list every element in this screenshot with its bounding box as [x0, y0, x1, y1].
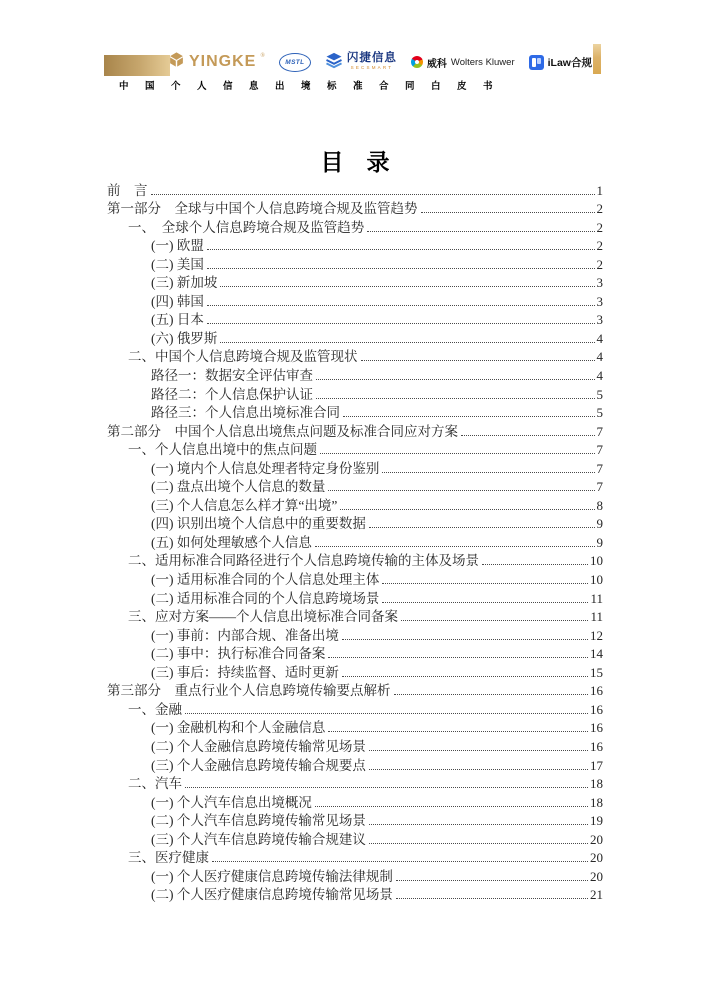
- toc-entry-label: (三) 新加坡: [151, 275, 218, 291]
- toc-entry-label: 前 言: [107, 182, 148, 198]
- toc-entry-label: (三) 个人金融信息跨境传输合规要点: [151, 757, 366, 773]
- dot-leader: [369, 769, 588, 770]
- toc-entry-page: 5: [596, 405, 603, 421]
- toc-entry-label: 二、适用标准合同路径进行个人信息跨境传输的主体及场景: [128, 553, 479, 569]
- dot-leader: [151, 194, 595, 195]
- gold-bar-right: [593, 44, 601, 74]
- toc-entry: [107, 440, 603, 459]
- toc-entry-page: 5: [596, 386, 603, 402]
- secsmart-subtext: SECSMART: [350, 65, 394, 71]
- toc-entry-page: 7: [596, 442, 603, 458]
- toc-entry-label: (五) 如何处理敏感个人信息: [151, 534, 312, 550]
- dot-leader: [328, 657, 588, 658]
- dot-leader: [185, 787, 588, 788]
- toc-entry-page: 18: [590, 794, 603, 810]
- toc-entry-label: (四) 韩国: [151, 293, 204, 309]
- toc-entry-page: 2: [596, 201, 603, 217]
- toc-entry: [107, 199, 603, 218]
- dot-leader: [328, 731, 588, 732]
- toc-entry-page: 2: [596, 219, 603, 235]
- toc-entry: [107, 236, 603, 255]
- toc-entry-label: 二、中国个人信息跨境合规及监管现状: [128, 349, 358, 365]
- dot-leader: [342, 676, 588, 677]
- toc-entry-page: 4: [596, 330, 603, 346]
- toc-entry-page: 16: [590, 683, 603, 699]
- toc-entry-label: 路径三：个人信息出境标准合同: [151, 405, 340, 421]
- toc-entry: [107, 866, 603, 885]
- dot-leader: [361, 360, 595, 361]
- dot-leader: [396, 880, 588, 881]
- toc-entry-label: 三、医疗健康: [128, 850, 209, 866]
- toc-entry-label: 一、 全球个人信息跨境合规及监管趋势: [128, 219, 365, 235]
- toc-entry-page: 16: [590, 738, 603, 754]
- toc-list: [107, 180, 603, 903]
- toc-entry-page: 2: [596, 256, 603, 272]
- toc-entry: [107, 421, 603, 440]
- toc-entry-page: 11: [590, 590, 603, 606]
- wolters-kluwer-logo: [411, 55, 515, 70]
- toc-entry-label: (二) 事中：执行标准合同备案: [151, 646, 326, 662]
- dot-leader: [315, 546, 595, 547]
- dot-leader: [220, 286, 594, 287]
- toc-entry-label: (四) 识别出境个人信息中的重要数据: [151, 516, 366, 532]
- toc-entry-label: (二) 个人金融信息跨境传输常见场景: [151, 738, 366, 754]
- dot-leader: [482, 564, 588, 565]
- toc-entry-page: 17: [590, 757, 603, 773]
- dot-leader: [367, 231, 594, 232]
- toc-entry-page: 20: [590, 868, 603, 884]
- toc-entry-label: (一) 个人医疗健康信息跨境传输法律规制: [151, 868, 393, 884]
- toc-entry: [107, 310, 603, 329]
- toc-entry-page: 10: [590, 572, 603, 588]
- toc-entry: [107, 477, 603, 496]
- toc-entry-label: 第三部分 重点行业个人信息跨境传输要点解析: [107, 683, 391, 699]
- dot-leader: [382, 602, 588, 603]
- toc-entry: [107, 681, 603, 700]
- wolters-kluwer-cn: 威科: [426, 58, 447, 70]
- dot-leader: [316, 398, 595, 399]
- toc-entry-label: 一、金融: [128, 701, 182, 717]
- toc-entry: [107, 217, 603, 236]
- toc-entry: [107, 254, 603, 273]
- dot-leader: [207, 268, 595, 269]
- dot-leader: [369, 843, 588, 844]
- ilaw-logo: [529, 55, 592, 70]
- toc-entry: [107, 403, 603, 422]
- toc-entry-label: (一) 事前：内部合规、准备出境: [151, 627, 339, 643]
- toc-entry: [107, 495, 603, 514]
- toc-entry-page: 7: [596, 460, 603, 476]
- toc-entry-page: 3: [596, 275, 603, 291]
- yingke-logo: [168, 51, 265, 73]
- dot-leader: [315, 806, 588, 807]
- toc-entry: [107, 662, 603, 681]
- toc-entry-page: 20: [590, 850, 603, 866]
- toc-entry: [107, 644, 603, 663]
- dot-leader: [421, 212, 595, 213]
- toc-entry-label: (六) 俄罗斯: [151, 330, 218, 346]
- toc-entry: [107, 699, 603, 718]
- toc-entry-label: (二) 盘点出境个人信息的数量: [151, 479, 326, 495]
- page-header: [0, 0, 710, 100]
- toc-entry-page: 7: [596, 479, 603, 495]
- dot-leader: [185, 713, 588, 714]
- gold-bar-left: [104, 55, 170, 76]
- toc-entry-page: 12: [590, 627, 603, 643]
- toc-entry: [107, 569, 603, 588]
- toc-entry: [107, 848, 603, 867]
- toc-title: 目 录: [320, 150, 390, 175]
- toc-entry-page: 21: [590, 887, 603, 903]
- toc-entry-page: 9: [596, 534, 603, 550]
- toc-entry-label: (一) 金融机构和个人金融信息: [151, 720, 326, 736]
- wolters-kluwer-globe-icon: [411, 56, 423, 68]
- toc-entry-label: (三) 事后：持续监督、适时更新: [151, 664, 339, 680]
- toc-entry-page: 2: [596, 238, 603, 254]
- mstl-logo: [279, 53, 311, 72]
- dot-leader: [328, 490, 594, 491]
- dot-leader: [320, 453, 595, 454]
- toc-entry-page: 14: [590, 646, 603, 662]
- toc-entry: [107, 607, 603, 626]
- toc-entry: [107, 625, 603, 644]
- toc-entry: [107, 774, 603, 793]
- whitepaper-title-strip: 中国个人信息出境标准合同白皮书: [119, 82, 510, 92]
- toc-entry: [107, 365, 603, 384]
- toc-entry-page: 16: [590, 701, 603, 717]
- toc-entry-label: (一) 境内个人信息处理者特定身份鉴别: [151, 460, 380, 476]
- toc-entry: [107, 588, 603, 607]
- toc-entry-label: (一) 适用标准合同的个人信息处理主体: [151, 572, 380, 588]
- layers-icon: [325, 51, 343, 74]
- toc-entry: [107, 328, 603, 347]
- dot-leader: [401, 620, 588, 621]
- dot-leader: [207, 305, 595, 306]
- toc-entry: [107, 532, 603, 551]
- wolters-kluwer-en: Wolters Kluwer: [450, 56, 515, 68]
- ilaw-wordmark: iLaw合规: [547, 56, 592, 69]
- toc-entry-label: (五) 日本: [151, 312, 204, 328]
- dot-leader: [316, 379, 595, 380]
- dot-leader: [220, 342, 594, 343]
- toc-entry: [107, 718, 603, 737]
- secsmart-logo: [325, 51, 397, 74]
- toc-entry-label: (二) 美国: [151, 256, 204, 272]
- toc-entry-page: 11: [590, 609, 603, 625]
- toc-entry-page: 1: [596, 182, 603, 198]
- yingke-wordmark: YINGKE: [189, 53, 257, 70]
- toc-entry-page: 19: [590, 813, 603, 829]
- dot-leader: [461, 435, 595, 436]
- dot-leader: [369, 750, 588, 751]
- toc-entry-page: 15: [590, 664, 603, 680]
- dot-leader: [396, 898, 588, 899]
- dot-leader: [343, 416, 595, 417]
- dot-leader: [382, 472, 594, 473]
- toc-entry-page: 4: [596, 368, 603, 384]
- toc-entry: [107, 792, 603, 811]
- toc-entry-label: 第二部分 中国个人信息出境焦点问题及标准合同应对方案: [107, 423, 458, 439]
- toc-entry-page: 7: [596, 423, 603, 439]
- toc-entry: [107, 811, 603, 830]
- toc-entry: [107, 736, 603, 755]
- yingke-cube-icon: [168, 51, 185, 73]
- toc-entry-label: 路径二：个人信息保护认证: [151, 386, 313, 402]
- toc-entry-label: 二、汽车: [128, 776, 182, 792]
- toc-entry-label: 三、应对方案——个人信息出境标准合同备案: [128, 609, 398, 625]
- mstl-oval-badge: MSTL: [279, 53, 311, 72]
- dot-leader: [382, 583, 588, 584]
- dot-leader: [369, 527, 595, 528]
- toc-entry-label: (二) 个人医疗健康信息跨境传输常见场景: [151, 887, 393, 903]
- toc-entry-page: 9: [596, 516, 603, 532]
- toc-entry-page: 16: [590, 720, 603, 736]
- toc-entry-page: 8: [596, 497, 603, 513]
- toc-entry-page: 18: [590, 776, 603, 792]
- toc-entry-page: 4: [596, 349, 603, 365]
- toc-entry-label: (一) 个人汽车信息出境概况: [151, 794, 312, 810]
- toc-entry: [107, 458, 603, 477]
- toc-entry-page: 10: [590, 553, 603, 569]
- toc-entry: [107, 514, 603, 533]
- ilaw-book-icon: [529, 55, 544, 70]
- partner-logo-row: [168, 48, 592, 76]
- toc-entry: [107, 551, 603, 570]
- toc-entry: [107, 291, 603, 310]
- dot-leader: [394, 694, 589, 695]
- toc-entry-page: 20: [590, 831, 603, 847]
- toc-entry-label: (三) 个人汽车信息跨境传输合规建议: [151, 831, 366, 847]
- toc-entry-label: (二) 个人汽车信息跨境传输常见场景: [151, 813, 366, 829]
- toc-entry-label: 第一部分 全球与中国个人信息跨境合规及监管趋势: [107, 201, 418, 217]
- toc-entry: [107, 829, 603, 848]
- dot-leader: [342, 639, 588, 640]
- dot-leader: [369, 824, 588, 825]
- toc-entry: [107, 273, 603, 292]
- dot-leader: [212, 861, 588, 862]
- toc-entry-page: 3: [596, 312, 603, 328]
- toc-entry: [107, 885, 603, 904]
- toc-entry-label: (二) 适用标准合同的个人信息跨境场景: [151, 590, 380, 606]
- toc-entry-page: 3: [596, 293, 603, 309]
- toc-entry: [107, 347, 603, 366]
- dot-leader: [207, 249, 595, 250]
- toc-entry-label: (一) 欧盟: [151, 238, 204, 254]
- toc-entry: [107, 755, 603, 774]
- toc-entry-label: (三) 个人信息怎么样才算“出境”: [151, 497, 338, 513]
- toc-entry-label: 路径一：数据安全评估审查: [151, 368, 313, 384]
- dot-leader: [340, 509, 594, 510]
- registered-mark-icon: ®: [260, 53, 265, 59]
- secsmart-wordmark: 闪捷信息: [346, 52, 397, 65]
- toc-entry-label: 一、个人信息出境中的焦点问题: [128, 442, 317, 458]
- toc-entry: [107, 180, 603, 199]
- toc-entry: [107, 384, 603, 403]
- dot-leader: [207, 323, 595, 324]
